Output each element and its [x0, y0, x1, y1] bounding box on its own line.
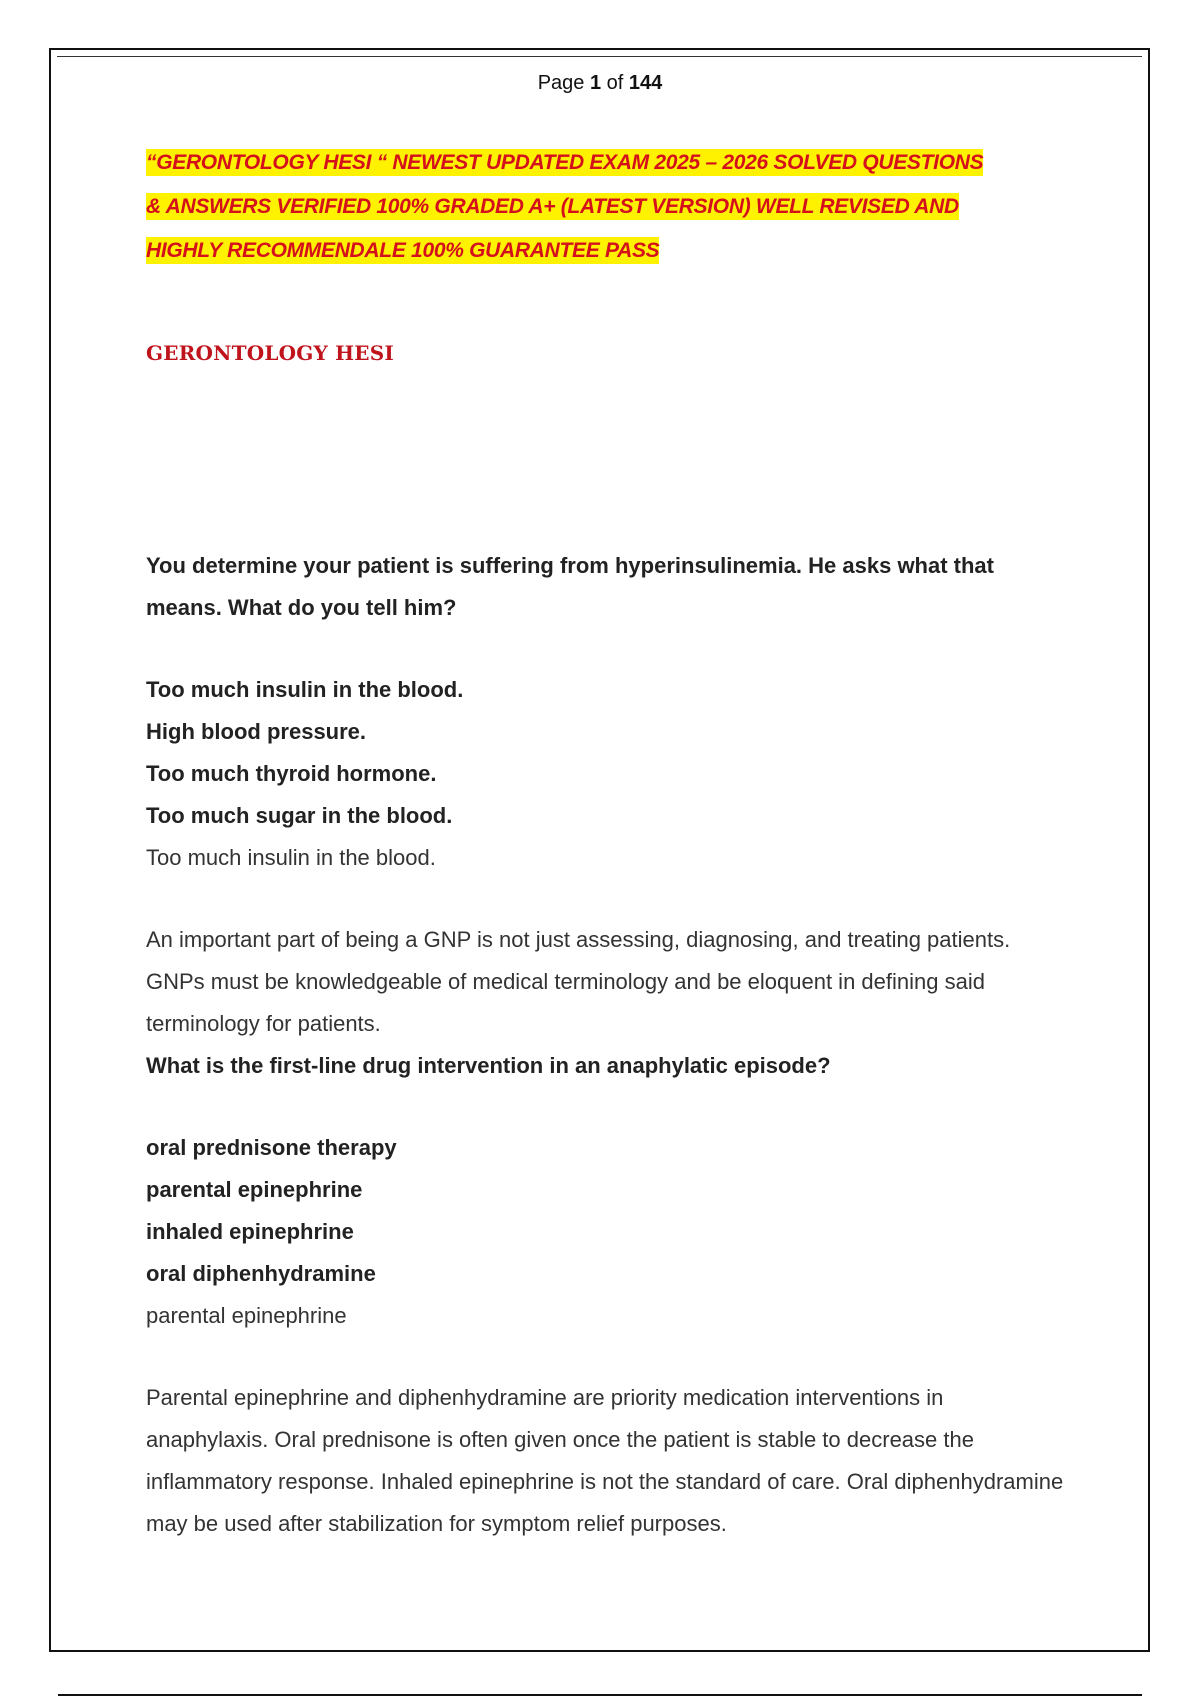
page-counter [0, 72, 1200, 95]
question-2-options [146, 1127, 1066, 1295]
option: parental epinephrine [146, 1177, 363, 1202]
option: oral prednisone therapy [146, 1135, 397, 1160]
page-total: 144 [628, 72, 663, 94]
section-heading: GERONTOLOGY HESI [146, 341, 394, 365]
banner-line-1: “GERONTOLOGY HESI “ NEWEST UPDATED EXAM 2025 – 2026 SOLVED QUESTIONS [146, 151, 984, 174]
banner-line-2: & ANSWERS VERIFIED 100% GRADED A+ (LATEST VERSION) WELL REVISED AND [146, 195, 959, 218]
option: oral diphenhydramine [146, 1261, 376, 1286]
page-label: Page [537, 72, 585, 94]
question-1-options [146, 669, 1066, 837]
question-1-answer: Too much insulin in the blood. [146, 845, 436, 870]
option: Too much thyroid hormone. [146, 761, 437, 786]
top-rule [57, 56, 1142, 57]
page-current: 1 [589, 72, 602, 94]
title-banner [146, 141, 1066, 273]
document-content [146, 141, 1066, 1545]
option: inhaled epinephrine [146, 1219, 354, 1244]
question-1-rationale: An important part of being a GNP is not just assessing, diagnosing, and treating patients. GNPs must be knowledgeable of medical terminology and be eloquent in defining said terminology for patients. [146, 927, 1011, 1036]
question-2-answer: parental epinephrine [146, 1303, 347, 1328]
option: Too much insulin in the blood. [146, 677, 464, 702]
question-2-rationale: Parental epinephrine and diphenhydramine are priority medication interventions in anaphylaxis. Oral prednisone is often given once the patient is stable to decrease the inflammatory response. Inhaled epinephrine is not the standard of care. Oral diphenhydramine may be used after stabilization for symptom relief purposes. [146, 1385, 1064, 1536]
question-2: What is the first-line drug intervention in an anaphylatic episode? [146, 1053, 831, 1078]
banner-line-3: HIGHLY RECOMMENDALE 100% GUARANTEE PASS [146, 239, 660, 262]
next-page-edge [58, 1694, 1142, 1696]
option: High blood pressure. [146, 719, 367, 744]
page-of: of [606, 72, 624, 94]
option: Too much sugar in the blood. [146, 803, 453, 828]
question-1: You determine your patient is suffering from hyperinsulinemia. He asks what that means. What do you tell him? [146, 553, 994, 620]
